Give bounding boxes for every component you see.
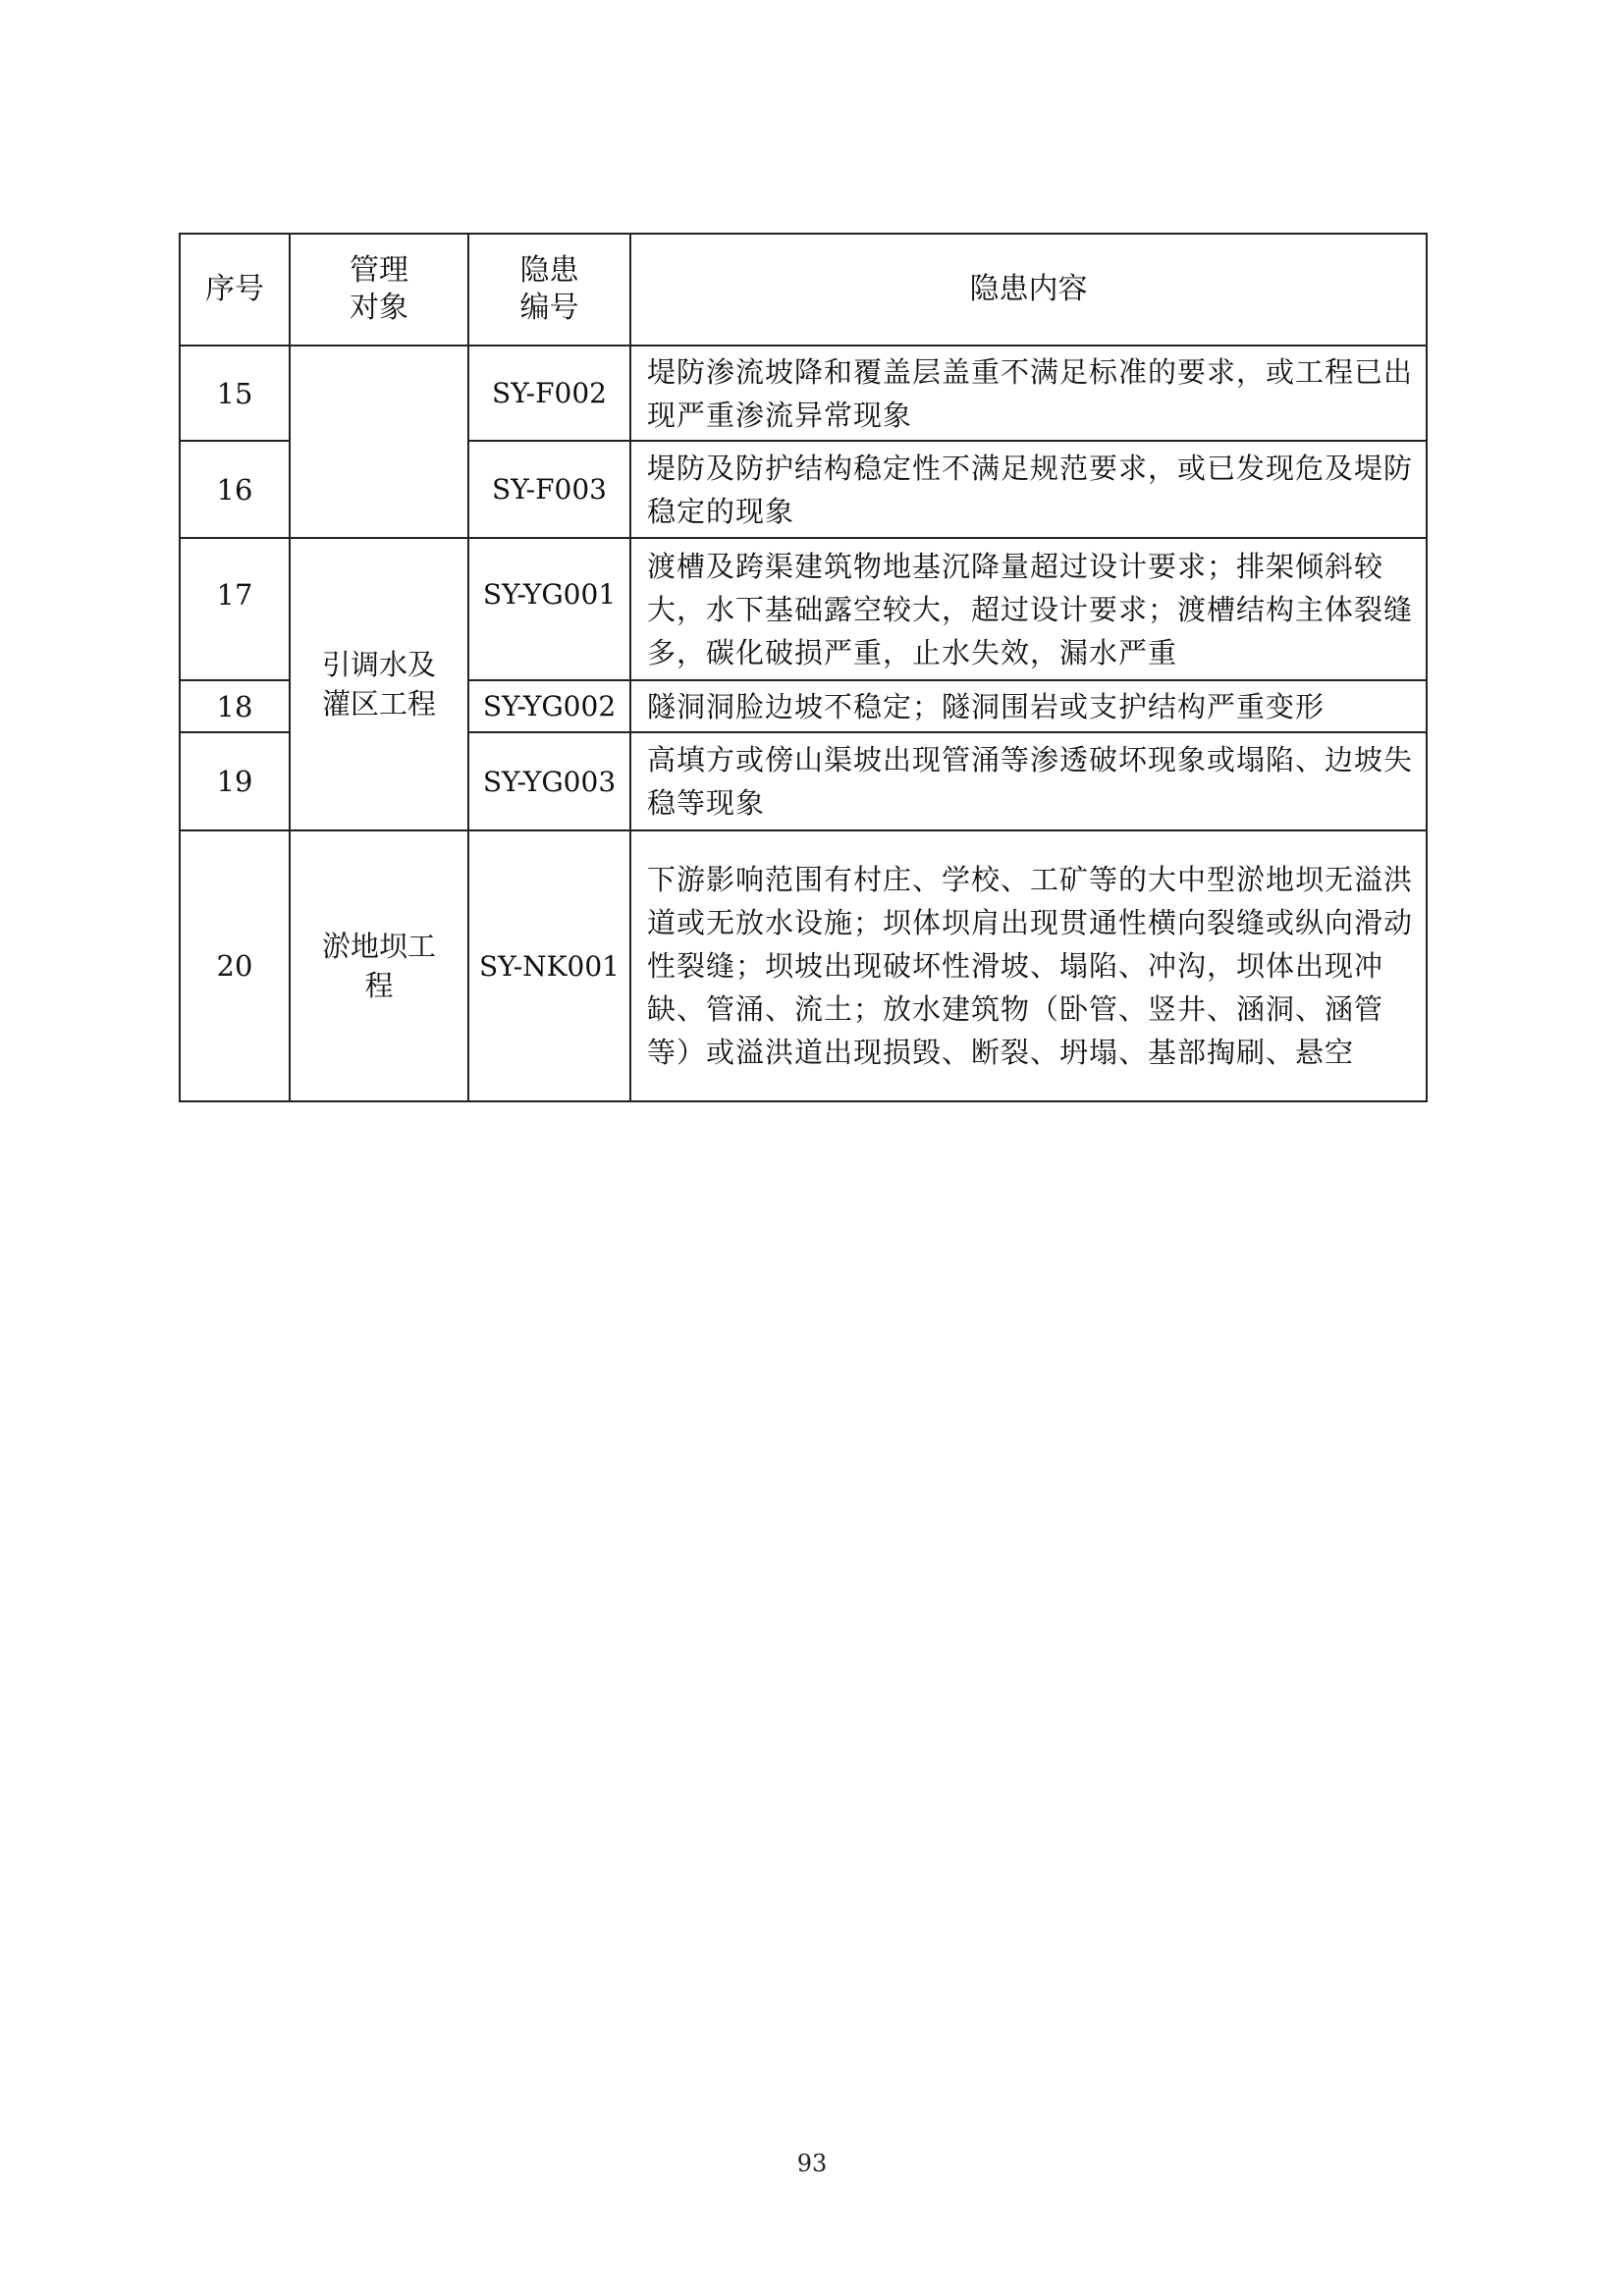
row-object <box>290 346 468 538</box>
header-code <box>468 234 630 346</box>
row-code: SY-NK001 <box>468 830 630 1101</box>
header-content: 隐患内容 <box>630 234 1427 346</box>
row-code: SY-YG001 <box>468 538 630 680</box>
row-object-line1: 引调水及 <box>321 648 436 681</box>
row-no: 17 <box>180 538 290 680</box>
row-code: SY-F002 <box>468 346 630 441</box>
table-row <box>180 538 1427 680</box>
header-object <box>290 234 468 346</box>
row-no: 18 <box>180 680 290 732</box>
row-object-line2: 程 <box>364 969 394 1002</box>
table-header-row <box>180 234 1427 346</box>
row-object <box>290 830 468 1101</box>
header-object-line1: 管理 <box>350 253 408 288</box>
row-code: SY-YG002 <box>468 680 630 732</box>
row-object-line1: 淤地坝工 <box>321 930 436 963</box>
row-object <box>290 538 468 830</box>
header-code-line2: 编号 <box>519 291 579 325</box>
row-content: 堤防及防护结构稳定性不满足规范要求，或已发现危及堤防稳定的现象 <box>630 441 1427 538</box>
row-content: 渡槽及跨渠建筑物地基沉降量超过设计要求；排架倾斜较大，水下基础露空较大，超过设计要求；渡槽结构主体裂缝多，碳化破损严重，止水失效，漏水严重 <box>630 538 1427 680</box>
hazard-table <box>179 233 1428 1102</box>
row-code: SY-YG003 <box>468 732 630 830</box>
table-row <box>180 346 1427 441</box>
row-content: 高填方或傍山渠坡出现管涌等渗透破坏现象或塌陷、边坡失稳等现象 <box>630 732 1427 830</box>
row-content: 堤防渗流坡降和覆盖层盖重不满足标准的要求，或工程已出现严重渗流异常现象 <box>630 346 1427 441</box>
row-no: 16 <box>180 441 290 538</box>
header-code-line1: 隐患 <box>519 253 579 288</box>
header-no: 序号 <box>180 234 290 346</box>
row-object-line2: 灌区工程 <box>321 687 436 721</box>
row-no: 15 <box>180 346 290 441</box>
table-row <box>180 830 1427 1101</box>
row-content: 隧洞洞脸边坡不稳定；隧洞围岩或支护结构严重变形 <box>630 680 1427 732</box>
row-no: 20 <box>180 830 290 1101</box>
row-code: SY-F003 <box>468 441 630 538</box>
header-object-line2: 对象 <box>350 291 408 325</box>
row-content: 下游影响范围有村庄、学校、工矿等的大中型淤地坝无溢洪道或无放水设施；坝体坝肩出现贯通性横向裂缝或纵向滑动性裂缝；坝坡出现破坏性滑坡、塌陷、冲沟，坝体出现冲缺、管涌、流土；放水建筑物（卧管、竖井、涵洞、涵管等）或溢洪道出现损毁、断裂、坍塌、基部掏刷、悬空 <box>630 830 1427 1101</box>
page-number: 93 <box>796 2150 828 2177</box>
row-no: 19 <box>180 732 290 830</box>
